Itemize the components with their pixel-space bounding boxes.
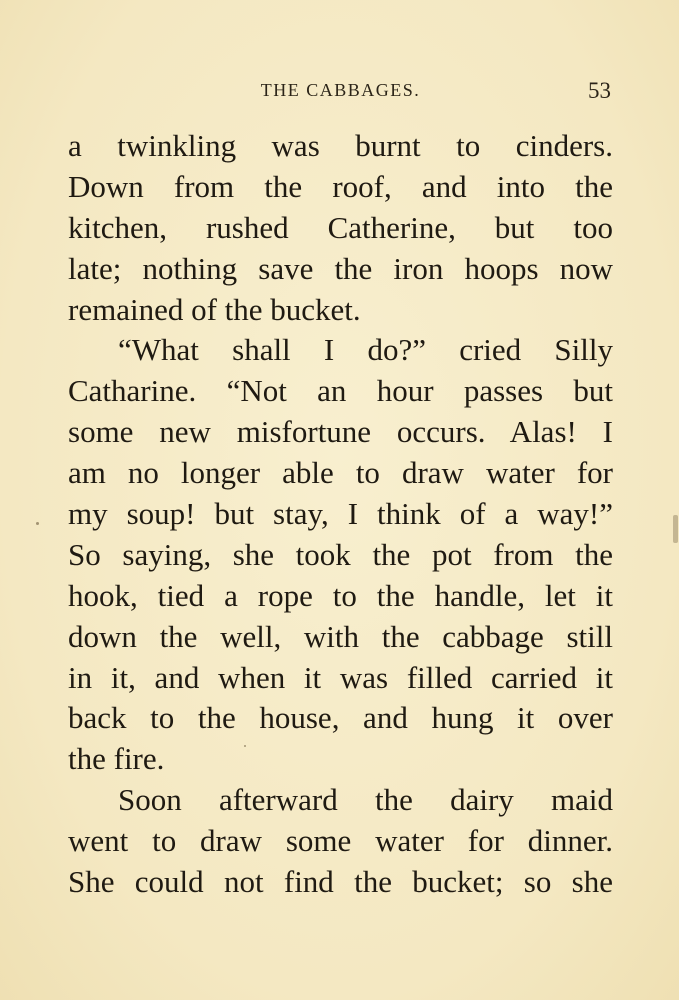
text-line: the fire. — [68, 741, 165, 777]
page-number: 53 — [588, 78, 611, 103]
text-line: my soup! but stay, I think of a way!” — [68, 496, 613, 532]
text-line: kitchen, rushed Catherine, but too — [68, 209, 613, 245]
text-line: in it, and when it was filled carried it — [68, 659, 613, 695]
text-line: late; nothing save the iron hoops now — [68, 250, 613, 286]
page-edge-mark — [673, 515, 678, 543]
text-line: Soon afterward the dairy maid — [118, 782, 613, 818]
paper-speck — [36, 522, 39, 525]
text-line: back to the house, and hung it over — [68, 700, 613, 736]
text-line: down the well, with the cabbage still — [68, 618, 613, 654]
running-head — [68, 78, 613, 108]
text-line: So saying, she took the pot from the — [68, 536, 613, 572]
text-line: went to draw some water for dinner. — [68, 823, 613, 859]
paper-speck — [244, 745, 246, 747]
text-line: remained of the bucket. — [68, 291, 361, 327]
text-line: Down from the roof, and into the — [68, 168, 613, 204]
text-line: a twinkling was burnt to cinders. — [68, 128, 613, 163]
body-text — [68, 126, 613, 903]
text-line: some new misfortune occurs. Alas! I — [68, 414, 613, 450]
text-line: “What shall I do?” cried Silly — [118, 332, 613, 368]
text-line: hook, tied a rope to the handle, let it — [68, 577, 613, 613]
text-line: Catharine. “Not an hour passes but — [68, 373, 613, 409]
text-line: She could not find the bucket; so she — [68, 864, 613, 900]
running-title: THE CABBAGES. — [260, 80, 421, 100]
text-line: am no longer able to draw water for — [68, 455, 613, 491]
